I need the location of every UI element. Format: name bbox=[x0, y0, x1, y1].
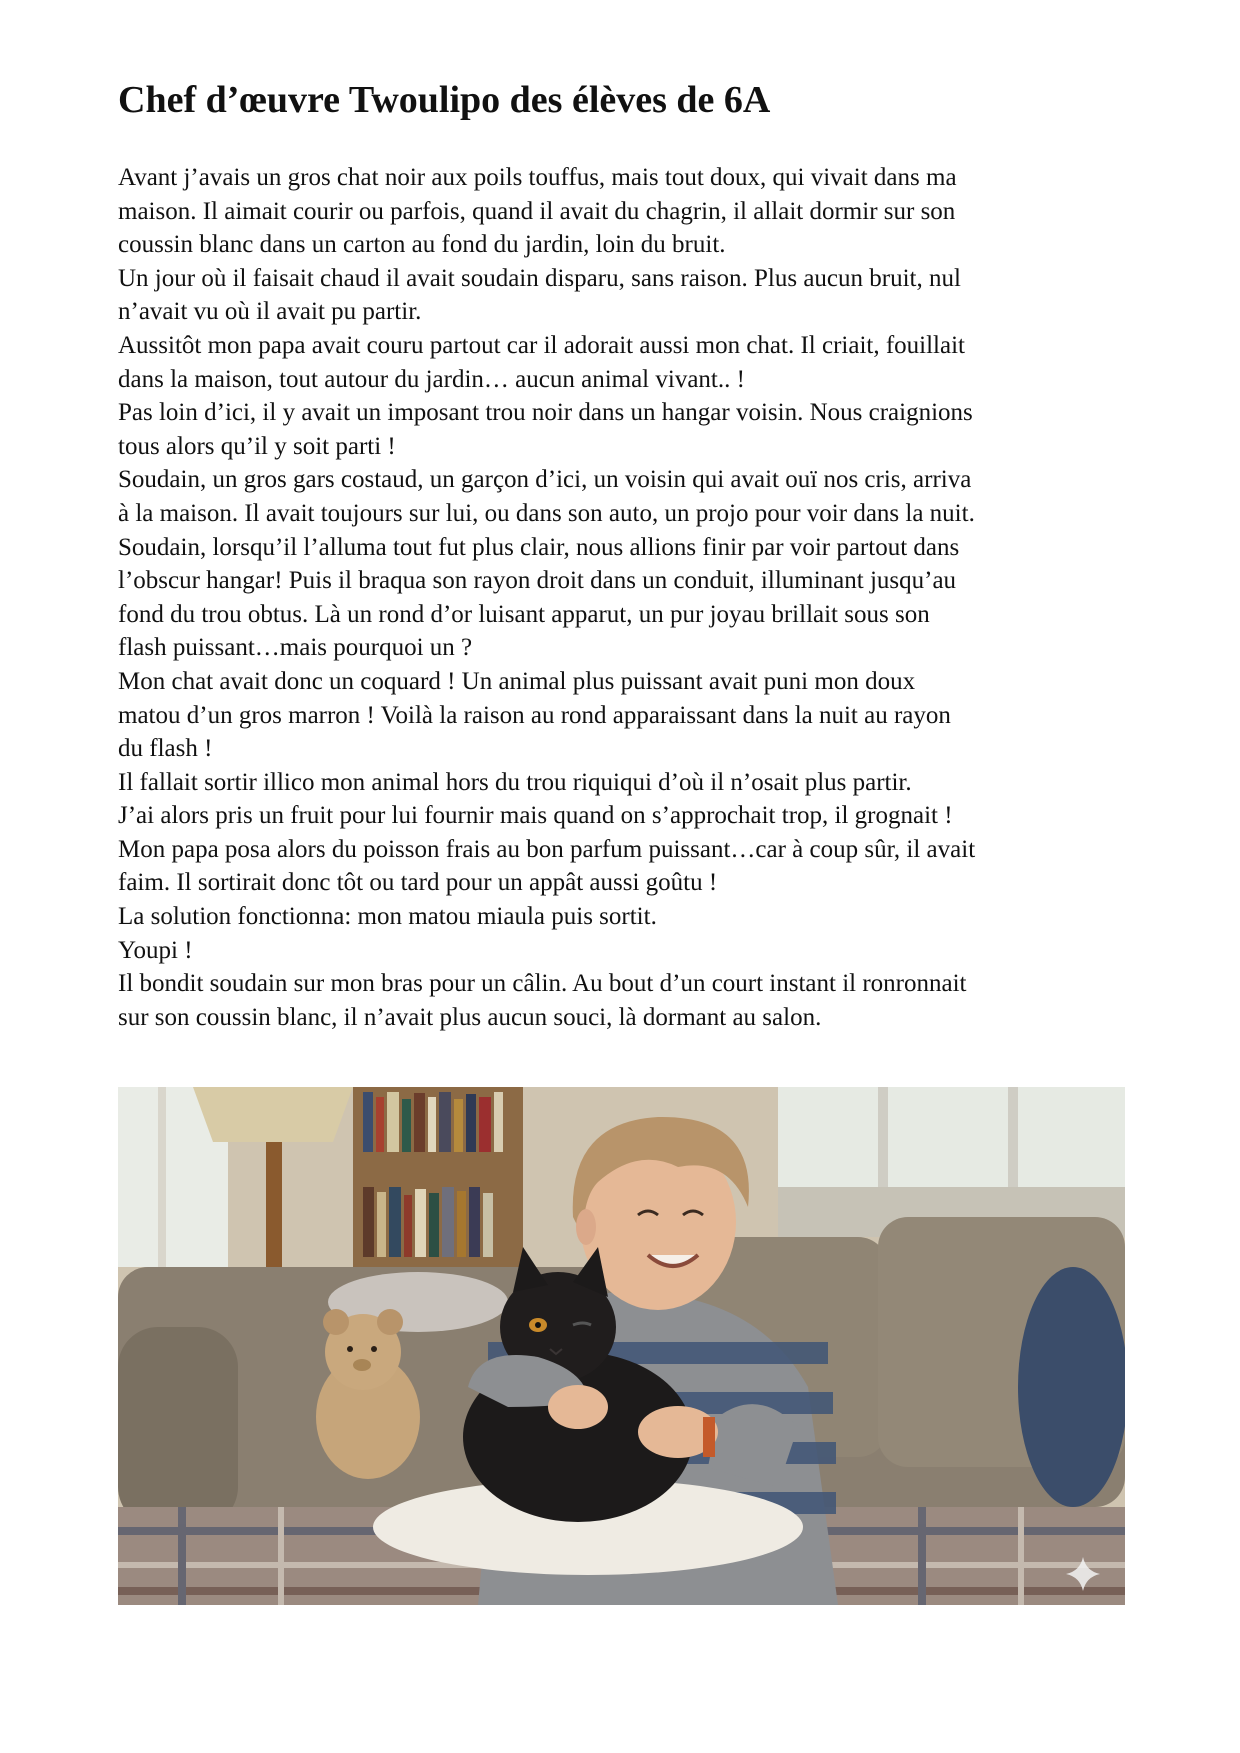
story-line: n’avait vu où il avait pu partir. bbox=[118, 298, 422, 326]
story-line: Mon chat avait donc un coquard ! Un animal plus puissant avait puni mon doux bbox=[118, 667, 916, 695]
story-line: Un jour où il faisait chaud il avait soudain disparu, sans raison. Plus aucun bruit, nul bbox=[118, 264, 961, 292]
story-line: Il fallait sortir illico mon animal hors du trou riquiqui d’où il n’osait plus partir. bbox=[118, 768, 912, 796]
story-line: fond du trou obtus. Là un rond d’or luisant apparut, un pur joyau brillait sous son bbox=[118, 600, 930, 628]
story-line: faim. Il sortirait donc tôt ou tard pour un appât aussi goûtu ! bbox=[118, 869, 718, 897]
story-illustration bbox=[118, 1087, 1125, 1605]
story-line: Pas loin d’ici, il y avait un imposant trou noir dans un hangar voisin. Nous craignions bbox=[118, 399, 973, 427]
story-line: sur son coussin blanc, il n’avait plus aucun souci, là dormant au salon. bbox=[118, 1003, 822, 1031]
lamp-shade bbox=[193, 1087, 353, 1142]
story-line: matou d’un gros marron ! Voilà la raison au rond apparaissant dans la nuit au rayon bbox=[118, 701, 951, 729]
document-title: Chef d’œuvre Twoulipo des élèves de 6A bbox=[118, 79, 771, 121]
story-line: La solution fonctionna: mon matou miaula puis sortit. bbox=[118, 903, 657, 931]
story-line: Mon papa posa alors du poisson frais au bon parfum puissant…car à coup sûr, il avait bbox=[118, 835, 976, 863]
story-line: flash puissant…mais pourquoi un ? bbox=[118, 634, 473, 662]
story-line: Aussitôt mon papa avait couru partout car il adorait aussi mon chat. Il criait, fouillait bbox=[118, 331, 965, 359]
story-text bbox=[118, 161, 1128, 1034]
story-line: Avant j’avais un gros chat noir aux poils touffus, mais tout doux, qui vivait dans ma bbox=[118, 164, 957, 191]
story-line: à la maison. Il avait toujours sur lui, ou dans son auto, un projo pour voir dans la nuit. bbox=[118, 499, 975, 527]
story-line: l’obscur hangar! Puis il braqua son rayon droit dans un conduit, illuminant jusqu’au bbox=[118, 567, 957, 595]
story-line: du flash ! bbox=[118, 735, 213, 763]
story-line: Soudain, lorsqu’il l’alluma tout fut plus clair, nous allions finir par voir partout dans bbox=[118, 533, 960, 561]
document-page bbox=[118, 0, 1128, 1034]
boy-with-cat-photo bbox=[118, 1087, 1125, 1605]
story-line: dans la maison, tout autour du jardin… aucun animal vivant.. ! bbox=[118, 365, 745, 393]
story-line: Youpi ! bbox=[118, 936, 193, 964]
story-line: coussin blanc dans un carton au fond du jardin, loin du bruit. bbox=[118, 231, 726, 259]
bracelet bbox=[703, 1417, 715, 1457]
story-line: J’ai alors pris un fruit pour lui fournir mais quand on s’approchait trop, il grognait ! bbox=[118, 802, 953, 830]
story-line: Soudain, un gros gars costaud, un garçon d’ici, un voisin qui avait ouï nos cris, arriva bbox=[118, 466, 972, 494]
boy-hand-left bbox=[548, 1385, 608, 1429]
story-line: tous alors qu’il y soit parti ! bbox=[118, 432, 396, 460]
sofa-arm-left bbox=[118, 1327, 238, 1527]
story-line: Il bondit soudain sur mon bras pour un câlin. Au bout d’un court instant il ronronnait bbox=[118, 970, 967, 998]
dark-pillow-right bbox=[1018, 1267, 1125, 1507]
story-line: maison. Il aimait courir ou parfois, quand il avait du chagrin, il allait dormir sur son bbox=[118, 197, 956, 225]
